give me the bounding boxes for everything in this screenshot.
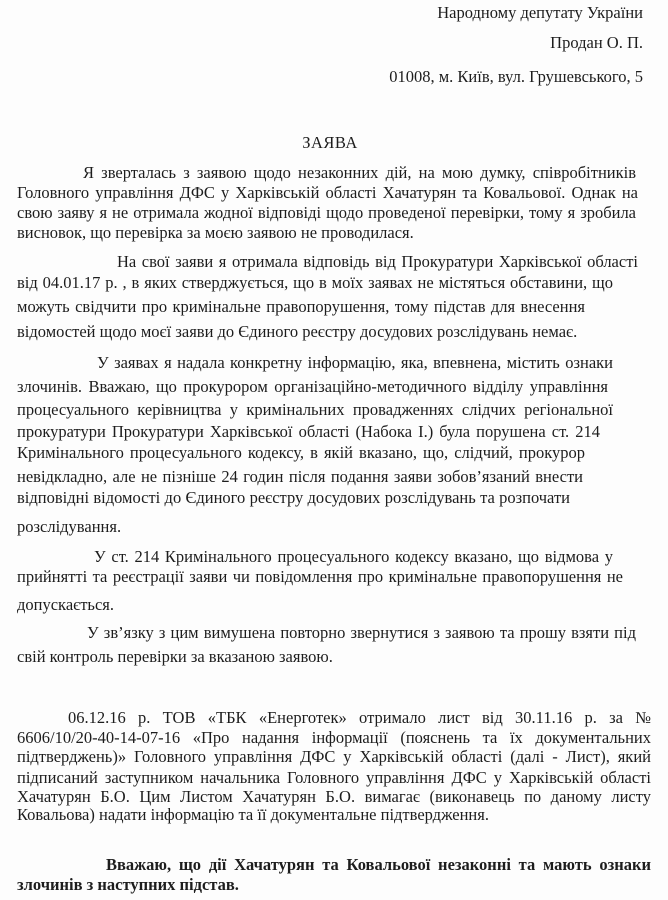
text-line: 06.12.16 р. ТОВ «ТБК «Енерготек» отримало лист від 30.11.16 р. за №: [68, 708, 651, 727]
text-line: Кримінального процесуального кодексу, в якій вказано, що, слідчий, прокурор: [17, 443, 585, 462]
text-line: Хачатурян Б.О. Цим Листом Хачатурян Б.О. вимагає (виконавець по даному листу: [17, 787, 651, 806]
text-line: підписаний заступником начальника Головного управління ДФС у Харківській області: [17, 768, 651, 787]
addressee-address: 01008, м. Київ, вул. Грушевського, 5: [389, 67, 643, 86]
addressee-name: Продан О. П.: [550, 33, 643, 52]
text-line: У ст. 214 Кримінального процесуального кодексу вказано, що відмова у: [94, 547, 613, 566]
text-line: Я зверталась з заявою щодо незаконних дій, на мою думку, співробітників: [83, 163, 636, 182]
text-line: У заявах я надала конкретну інформацію, яка, впевнена, містить ознаки: [97, 353, 613, 372]
text-line: злочинів з наступних підстав.: [17, 875, 239, 894]
text-line: свою заяву я не отримала жодної відповіді щодо проведеної перевірки, тому я зробила: [17, 203, 636, 222]
text-line: Головного управління ДФС у Харківській області Хачатурян та Ковальової. Однак на: [17, 183, 638, 202]
text-line: прокуратури Прокуратури Харківської області (Набока І.) була порушена ст. 214: [17, 422, 600, 441]
text-line: відповідні відомості до Єдиного реєстру досудових розслідувань та розпочати: [17, 488, 570, 507]
text-line: допускається.: [17, 595, 114, 614]
text-line: свій контроль перевірки за вказаною заявою.: [17, 647, 333, 666]
text-line: відомостей щодо моєї заяви до Єдиного реєстру досудових розслідувань немає.: [17, 322, 578, 341]
text-line: висновок, що перевірка за моєю заявою не проводилася.: [17, 223, 414, 242]
text-line: процесуального керівництва у кримінальних провадженнях слідчих регіональної: [17, 400, 613, 419]
text-line: 6606/10/20-40-14-07-16 «Про надання інформації (пояснень та їх документальних: [17, 728, 651, 747]
text-line: від 04.01.17 р. , в яких стверджується, що в моїх заявах не містяться обставини, що: [17, 273, 613, 292]
text-line: можуть свідчити про кримінальне правопорушення, тому підстав для внесення: [17, 297, 585, 316]
text-line: прийнятті та реєстрації заяви чи повідомлення про кримінальне правопорушення не: [17, 567, 623, 586]
text-line: У зв’язку з цим вимушена повторно звернутися з заявою та прошу взяти під: [87, 623, 636, 642]
document-title: ЗАЯВА: [302, 133, 358, 152]
text-line: підтверджень)» Головного управління ДФС у Харківській області (далі - Лист), який: [17, 747, 651, 766]
text-line: На свої заяви я отримала відповідь від Прокуратури Харківської області: [117, 252, 638, 271]
text-line: Вважаю, що дії Хачатурян та Ковальової незаконні та мають ознаки: [106, 855, 651, 874]
text-line: розслідування.: [17, 517, 122, 536]
text-line: невідкладно, але не пізніше 24 годин після подання заяви зобов’язаний внести: [17, 467, 583, 486]
addressee-title: Народному депутату України: [437, 3, 643, 22]
text-line: злочинів. Вважаю, що прокурором організаційно-методичного відділу управління: [17, 377, 608, 396]
text-line: Ковальова) надати інформацію та її документальне підтвердження.: [17, 805, 489, 824]
